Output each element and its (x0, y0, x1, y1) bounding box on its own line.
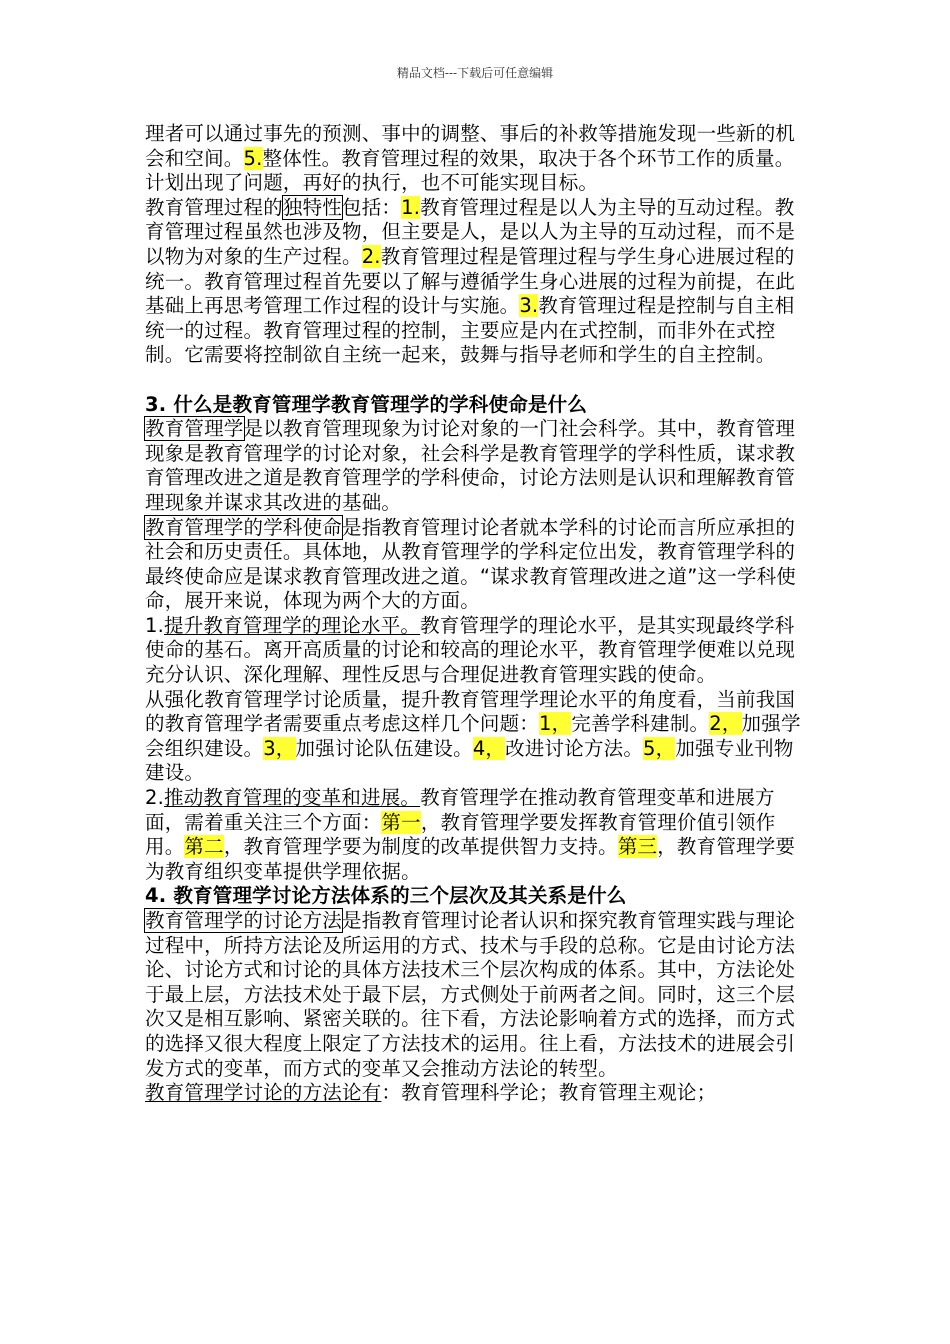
highlight-number: 5， (643, 736, 676, 760)
paragraph-uniqueness: 教育管理过程的独特性包括：1.教育管理过程是以人为主导的互动过程。教育管理过程虽然也涉及物，但主要是人，是以人为主导的互动过程，而不是以物为对象的生产过程。2.教育管理过程是管理过程与学生身心进展过程的统一。教育管理过程首先要以了解与遵循学生身心进展的过程为前提，在此基础上再思考管理工作过程的设计与实施。3.教育管理过程是控制与自主相统一的过程。教育管理过程的控制，主要应是内在式控制，而非外在式控制。它需要将控制欲自主统一起来，鼓舞与指导老师和学生的自主控制。 (145, 195, 796, 367)
underlined-phrase: 教育管理学讨论的方法论有 (145, 1081, 382, 1105)
underlined-phrase: 推动教育管理的变革和进展。 (164, 786, 421, 810)
highlight-ordinal: 第三 (617, 835, 658, 859)
boxed-term: 教育管理学的学科使命 (145, 515, 343, 539)
paragraph-point-1: 1.提升教育管理学的理论水平。教育管理学的理论水平，是其实现最终学科使命的基石。离开高质量的讨论和较高的理论水平，教育管理学便难以兑现充分认识、深化理解、理性反思与合理促进教育管理实践的使命。 (145, 613, 796, 687)
paragraph-issues: 从强化教育管理学讨论质量，提升教育管理学理论水平的角度看，当前我国的教育管理学者需要重点考虑这样几个问题：1，完善学科建制。2，加强学会组织建设。3，加强讨论队伍建设。4，改进讨论方法。5，加强专业刊物建设。 (145, 687, 801, 785)
highlight-number: 4， (472, 736, 506, 760)
paragraph-definition: 教育管理学是以教育管理现象为讨论对象的一门社会科学。其中，教育管理现象是教育管理学的讨论对象，社会科学是教育管理学的学科性质，谋求教育管理改进之道是教育管理学的学科使命，讨论方法则是认识和理解教育管理现象并谋求其改进的基础。 (145, 417, 796, 514)
highlight-number: 5. (243, 146, 263, 170)
highlight-number: 2， (709, 712, 742, 736)
highlight-ordinal: 第一 (381, 810, 421, 834)
paragraph-point-2: 2.推动教育管理的变革和进展。教育管理学在推动教育管理变革和进展方面，需着重关注三个方面：第一，教育管理学要发挥教育管理价值引领作用。第二，教育管理学要为制度的改革提供智力支持。第三，教育管理学要为教育组织变革提供学理依据。 (145, 786, 796, 883)
underlined-phrase: 提升教育管理学的理论水平。 (164, 613, 421, 637)
paragraph-mission: 教育管理学的学科使命是指教育管理讨论者就本学科的讨论而言所应承担的社会和历史责任。具体地，从教育管理学的学科定位出发，教育管理学科的最终使命应是谋求教育管理改进之道。“谋求教育管理改进之道”这一学科使命，展开来说，体现为两个大的方面。 (145, 515, 797, 613)
boxed-term: 独特性 (282, 195, 343, 219)
highlight-ordinal: 第二 (184, 835, 224, 859)
highlight-number: 3， (263, 736, 296, 760)
question-heading-3: 3. 什么是教育管理学教育管理学的学科使命是什么 (145, 392, 588, 416)
question-heading-4: 4. 教育管理学讨论方法体系的三个层次及其关系是什么 (145, 884, 627, 908)
boxed-term: 教育管理学的讨论方法 (145, 909, 343, 932)
boxed-term: 教育管理学 (145, 417, 244, 441)
highlight-number: 2. (361, 244, 381, 268)
document-body (145, 122, 810, 1106)
page-header: 精品文档---下载后可任意编辑 (396, 66, 554, 80)
highlight-number: 1. (401, 195, 421, 219)
highlight-number: 1， (539, 712, 572, 736)
highlight-number: 3. (519, 294, 539, 318)
paragraph-process-features: 理者可以通过事先的预测、事中的调整、事后的补救等措施发现一些新的机会和空间。5.整体性。教育管理过程的效果，取决于各个环节工作的质量。计划出现了问题，再好的执行，也不可能实现目标。 (145, 122, 796, 195)
paragraph-spacer (145, 368, 810, 393)
paragraph-methodology: 教育管理学讨论的方法论有：教育管理科学论；教育管理主观论； (145, 1081, 717, 1105)
paragraph-methods: 教育管理学的讨论方法是指教育管理讨论者认识和探究教育管理实践与理论过程中，所持方法论及所运用的方式、技术与手段的总称。它是由讨论方法论、讨论方式和讨论的具体方法技术三个层次构成的体系。其中，方法论处于最上层，方法技术处于最下层，方式侧处于前两者之间。同时，这三个层次又是相互影响、紧密关联的。往下看，方法论影响着方式的选择，而方式的选择又很大程度上限定了方法技术的运用。往上看，方法技术的进展会引发方式的变革，而方式的变革又会推动方法论的转型。 (145, 909, 796, 1080)
